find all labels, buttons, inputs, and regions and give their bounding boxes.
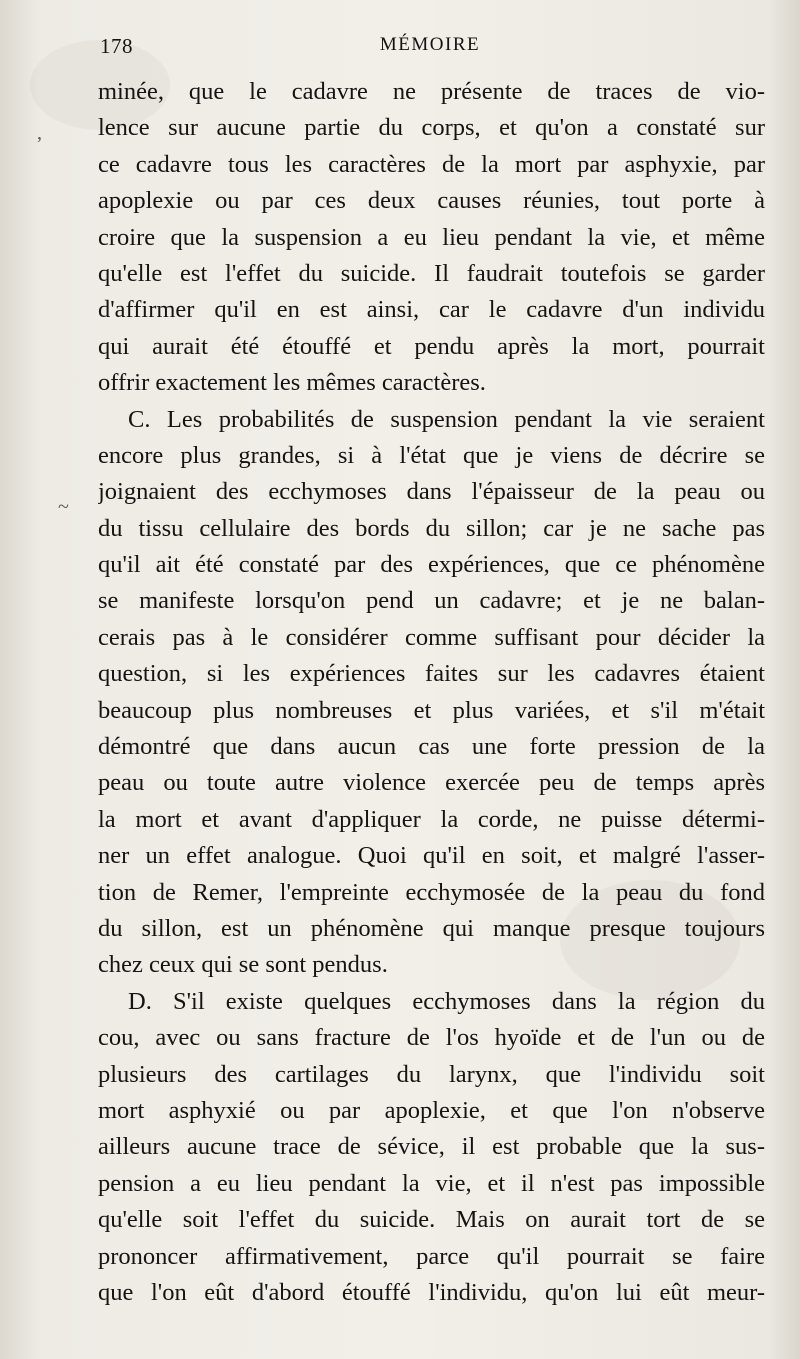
text-line: encore plus grandes, si à l'état que je viens de décrire se [98,441,765,469]
paragraph [98,984,765,1312]
paragraph [98,74,765,402]
text-line: que l'on eût d'abord étouffé l'individu, qu'on lui eût meur- [98,1278,765,1306]
margin-mark: ~ [58,496,69,518]
text-line: plusieurs des cartilages du larynx, que l'individu soit [98,1060,765,1088]
text-line: minée, que le cadavre ne présente de traces de vio- [98,78,765,105]
text-line: mort asphyxié ou par apoplexie, et que l'on n'observe [98,1096,765,1124]
text-line: qu'il ait été constaté par des expériences, que ce phénomène [98,551,765,579]
text-line: ailleurs aucune trace de sévice, il est probable que la sus- [98,1133,765,1161]
paragraph [98,402,765,984]
text-line: peau ou toute autre violence exercée peu de temps après [98,769,765,797]
text-line: cou, avec ou sans fracture de l'os hyoïde et de l'un ou de [98,1024,765,1052]
text-line: démontré que dans aucun cas une forte pression de la [98,733,765,761]
text-line: chez ceux qui se sont pendus. [98,951,388,979]
text-line: qui aurait été étouffé et pendu après la mort, pourrait [98,332,765,360]
text-line: du tissu cellulaire des bords du sillon; car je ne sache pas [98,514,765,542]
text-line: prononcer affirmativement, parce qu'il pourrait se faire [98,1242,765,1270]
running-head: MÉMOIRE [379,34,481,55]
text-line: apoplexie ou par ces deux causes réunies, tout porte à [98,187,765,215]
text-line: qu'elle est l'effet du suicide. Il faudrait toutefois se garder [98,259,765,287]
text-line: pension a eu lieu pendant la vie, et il n'est pas impossible [98,1169,765,1197]
text-line: croire que la suspension a eu lieu pendant la vie, et même [98,223,765,251]
text-line: beaucoup plus nombreuses et plus variées, et s'il m'était [98,696,765,724]
text-line: qu'elle soit l'effet du suicide. Mais on aurait tort de se [98,1206,765,1234]
margin-mark: ‚ [36,122,43,144]
text-line: question, si les expériences faites sur les cadavres étaient [98,660,765,688]
text-line: offrir exactement les mêmes caractères. [98,369,486,397]
text-line: tion de Remer, l'empreinte ecchymosée de la peau du fond [98,878,765,906]
text-line: ner un effet analogue. Quoi qu'il en soit, et malgré l'asser- [98,842,765,870]
text-line: lence sur aucune partie du corps, et qu'on a constaté sur [98,114,765,142]
text-line: C. Les probabilités de suspension pendant la vie seraient [128,405,765,433]
text-line: ce cadavre tous les caractères de la mort par asphyxie, par [98,150,765,178]
text-body [98,74,765,1311]
text-line: se manifeste lorsqu'on pend un cadavre; et je ne balan- [98,587,765,615]
text-line: D. S'il existe quelques ecchymoses dans la région du [128,987,765,1015]
text-line: du sillon, est un phénomène qui manque presque toujours [98,914,765,942]
page-number: 178 [100,34,133,58]
text-line: la mort et avant d'appliquer la corde, ne puisse détermi- [98,805,765,833]
text-line: joignaient des ecchymoses dans l'épaisseur de la peau ou [98,478,765,506]
text-line: cerais pas à le considérer comme suffisant pour décider la [98,623,765,651]
text-line: d'affirmer qu'il en est ainsi, car le cadavre d'un individu [98,296,765,324]
page-header [100,34,760,64]
